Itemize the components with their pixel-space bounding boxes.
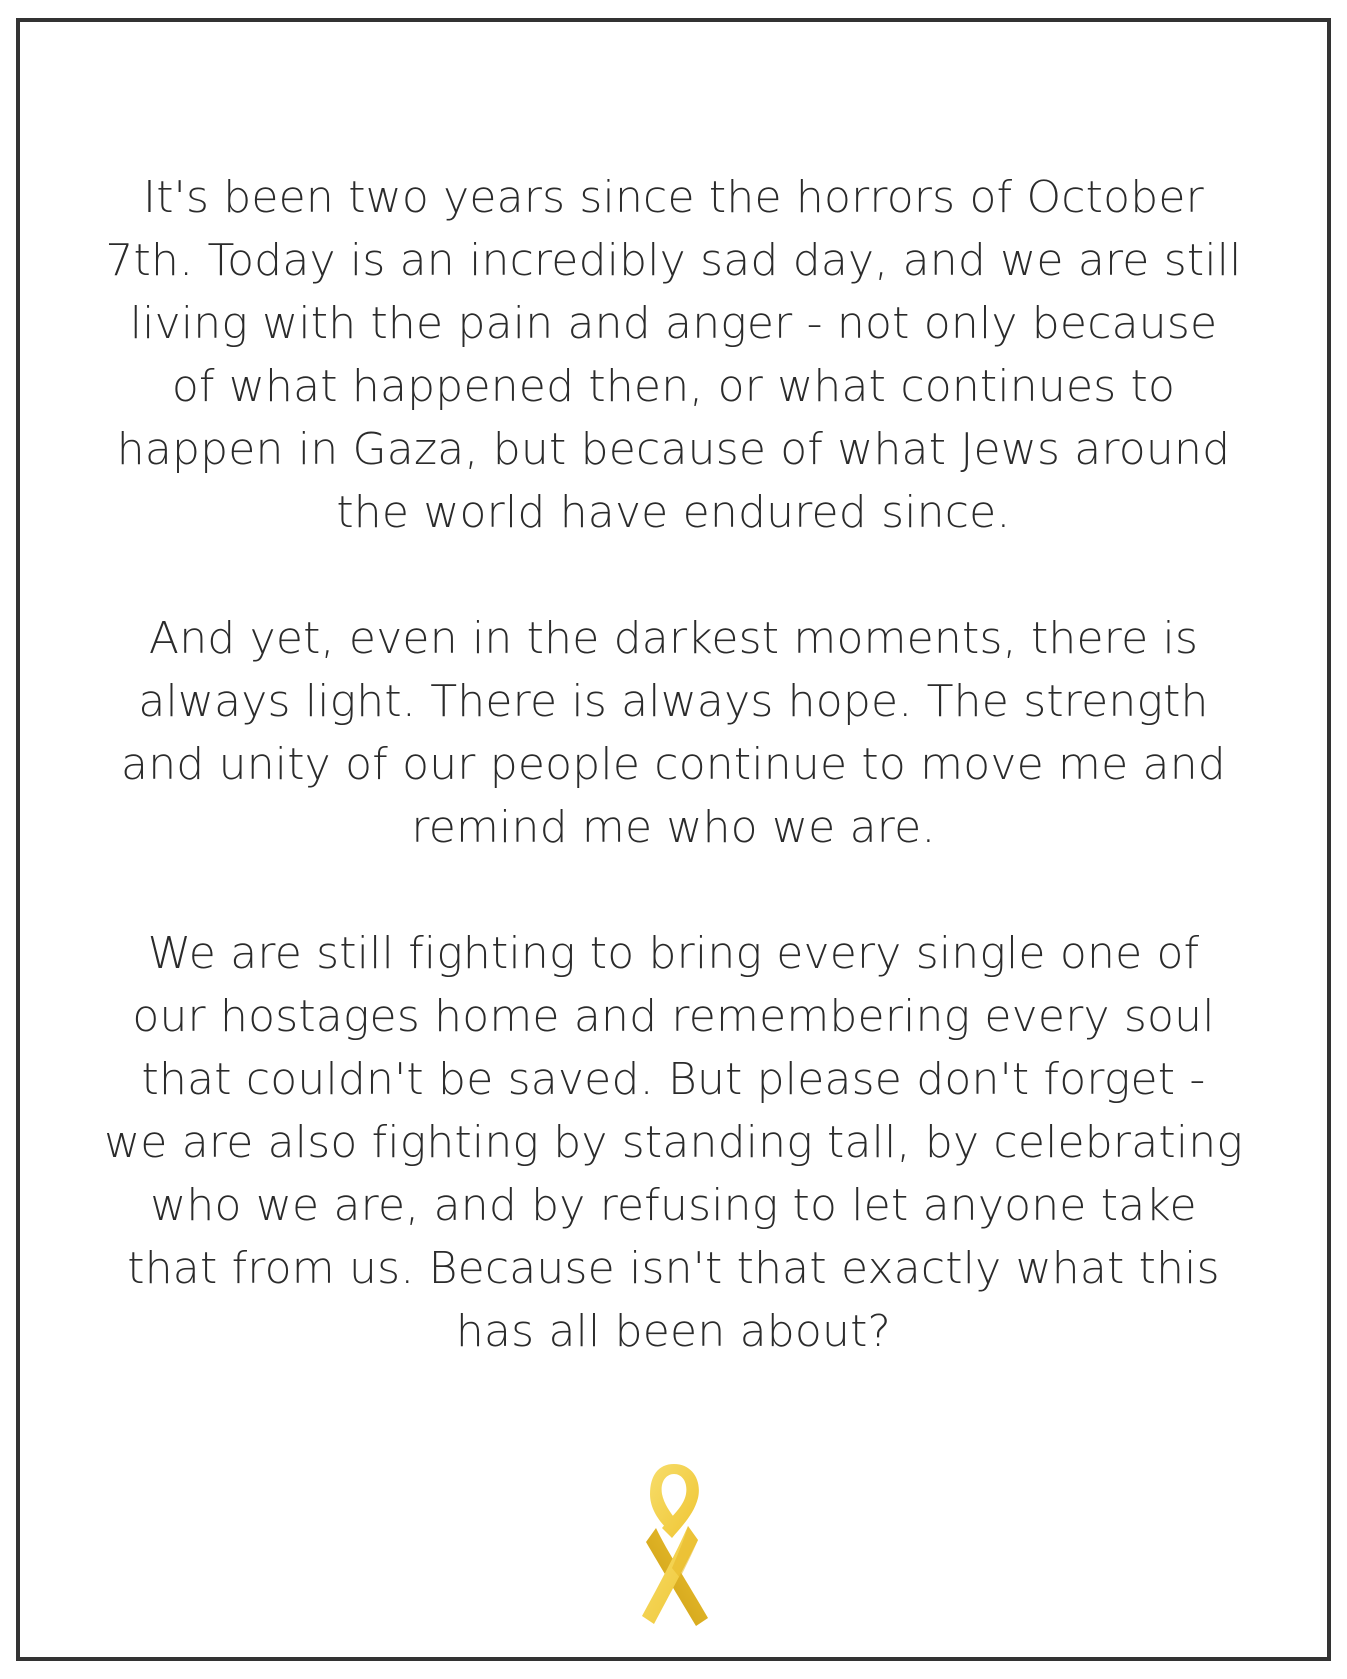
paragraph-line: It's been two years since the horrors of October — [143, 172, 1204, 223]
ribbon-graphic — [626, 1458, 722, 1628]
yellow-ribbon-icon — [626, 1458, 722, 1628]
paragraph-line: that from us. Because isn't that exactly what this — [127, 1243, 1220, 1294]
paragraph-line: the world have endured since. — [336, 487, 1011, 538]
paragraph-1 — [105, 166, 1241, 544]
paragraph-line: always light. There is always hope. The strength — [138, 676, 1209, 727]
paragraph-3 — [104, 922, 1243, 1363]
paragraph-line: we are also fighting by standing tall, by celebrating — [104, 1117, 1243, 1168]
paragraph-line: that couldn't be saved. But please don't forget - — [141, 1054, 1206, 1105]
post-card — [16, 18, 1331, 1661]
paragraph-line: And yet, even in the darkest moments, there is — [148, 613, 1199, 664]
paragraph-line: 7th. Today is an incredibly sad day, and we are still — [105, 235, 1242, 286]
paragraph-line: living with the pain and anger - not only because — [129, 298, 1218, 349]
paragraph-line: happen in Gaza, but because of what Jews around — [116, 424, 1231, 475]
paragraph-line: We are still fighting to bring every single one of — [147, 928, 1200, 979]
message-body — [20, 166, 1327, 1363]
paragraph-2 — [121, 607, 1226, 859]
paragraph-line: remind me who we are. — [411, 802, 936, 853]
paragraph-line: who we are, and by refusing to let anyone take — [150, 1180, 1197, 1231]
paragraph-line: our hostages home and remembering every soul — [132, 991, 1215, 1042]
paragraph-line: has all been about? — [455, 1306, 892, 1357]
paragraph-line: and unity of our people continue to move me and — [121, 739, 1226, 790]
paragraph-line: of what happened then, or what continues to — [171, 361, 1176, 412]
